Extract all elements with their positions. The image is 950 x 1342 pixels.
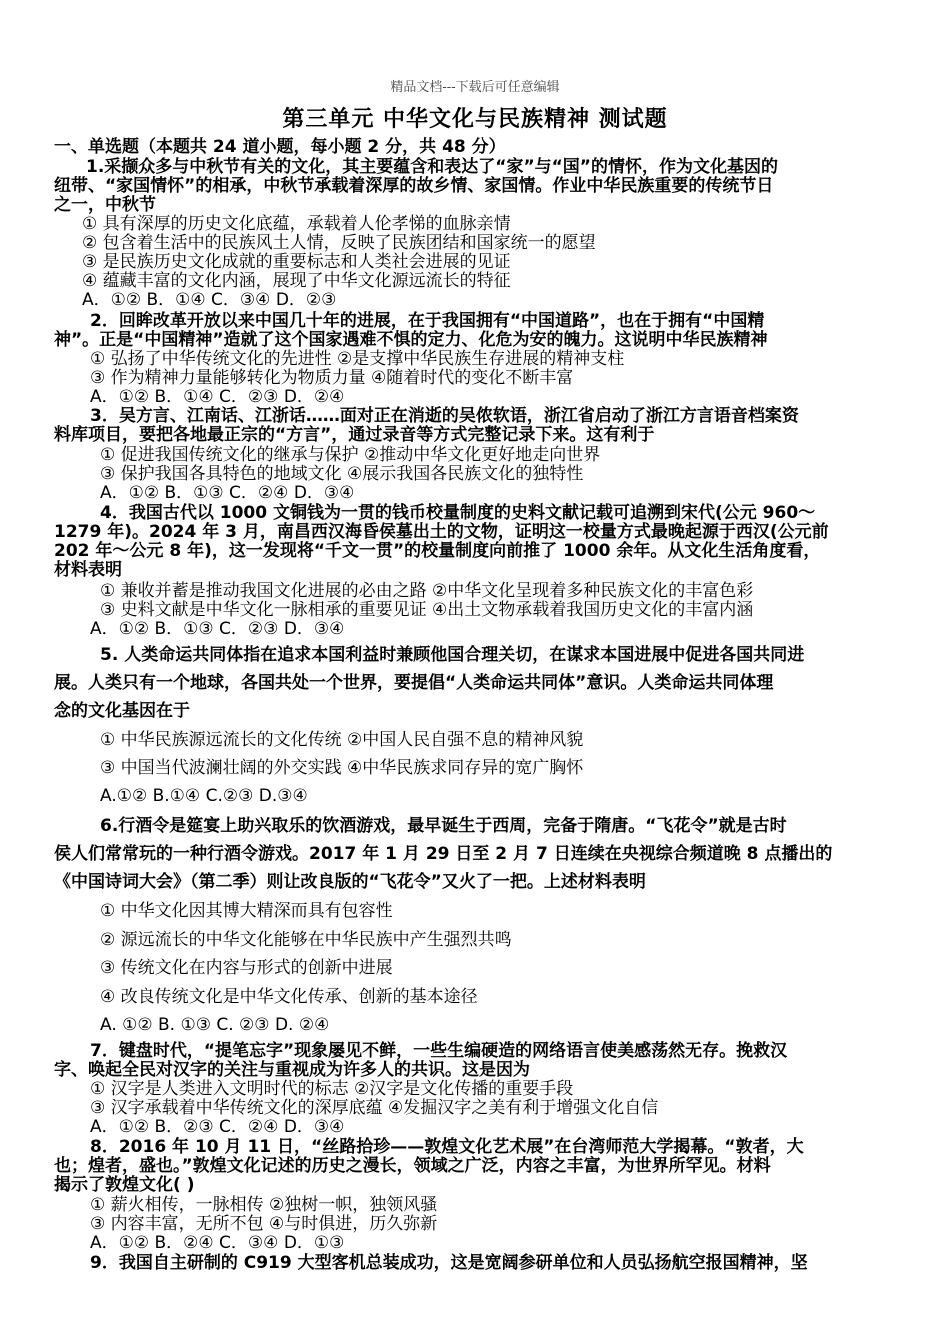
option-line: ① 汉字是人类进入文明时代的标志 ②汉字是文化传播的重要手段: [90, 1079, 574, 1099]
text-line: 7．键盘时代，“提笔忘字”现象屡见不鲜，一些生编硬造的网络语言使美感荡然无存。挽救汉: [90, 1041, 788, 1061]
text-line: 揭示了敦煌文化( ): [54, 1175, 195, 1195]
option-line: ③ 史料文献是中华文化一脉相承的重要见证 ④出土文物承载着我国历史文化的丰富内涵: [100, 600, 754, 620]
text-line: 神”。正是“中国精神”造就了这个国家遇难不惧的定力、化危为安的魄力。这说明中华民族精神: [54, 330, 768, 350]
text-line: 念的文化基因在于: [54, 701, 190, 721]
option-line: ① 弘扬了中华传统文化的先进性 ②是支撑中华民族生存进展的精神支柱: [90, 349, 625, 369]
answer-choices: A．①② B．①③ C．②④ D．③④: [100, 483, 355, 503]
option-line: ① 促进我国传统文化的继承与保护 ②推动中华文化更好地走向世界: [100, 445, 601, 465]
answer-choices: A．①② B．②④ C．③④ D．①③: [90, 1233, 345, 1253]
section-heading: 一、单选题（本题共 24 道小题，每小题 2 分，共 48 分）: [54, 137, 506, 157]
text-line: 1.采撷众多与中秋节有关的文化，其主要蕴含和表达了“家”与“国”的情怀，作为文化基因的: [86, 157, 778, 177]
text-line: 也；煌者，盛也。”敦煌文化记述的历史之漫长，领域之广泛，内容之丰富，为世界所罕见。材料: [54, 1156, 771, 1176]
option-line: ③ 传统文化在内容与形式的创新中进展: [100, 958, 393, 978]
page-title: 第三单元 中华文化与民族精神 测试题: [282, 107, 668, 132]
option-line: ③ 是民族历史文化成就的重要标志和人类社会进展的见证: [82, 252, 511, 272]
text-line: 1279 年)。2024 年 3 月，南昌西汉海昏侯墓出土的文物，证明这一校量方式最晚起源于西汉(公元前: [54, 522, 829, 542]
option-line: ① 兼收并蓄是推动我国文化进展的必由之路 ②中华文化呈现着多种民族文化的丰富色彩: [100, 581, 754, 601]
text-line: 4．我国古代以 1000 文铜钱为一贯的钱币校量制度的史料文献记载可追溯到宋代(公元 960～: [100, 503, 816, 523]
text-line: 纽带、“家国情怀”的相承，中秋节承载着深厚的故乡情、家国情。作业中华民族重要的传统节日: [54, 176, 774, 196]
answer-choices: A．①② B．①④ C．③④ D．②③: [82, 290, 337, 310]
text-line: 《中国诗词大会》（第二季）则让改良版的“飞花令”又火了一把。上述材料表明: [54, 872, 646, 892]
option-line: ③ 中国当代波澜壮阔的外交实践 ④中华民族求同存异的宽广胸怀: [100, 758, 584, 778]
option-line: ④ 蕴藏丰富的文化内涵，展现了中华文化源远流长的特征: [82, 271, 511, 291]
option-line: ② 包含着生活中的民族风土人情，反映了民族团结和国家统一的愿望: [82, 233, 596, 253]
text-line: 202 年～公元 8 年)，这一发现将“千文一贯”的校量制度向前推了 1000 余年。从文化生活角度看，: [54, 541, 821, 561]
answer-choices: A．①② B．①④ C．②③ D．②④: [90, 387, 345, 407]
answer-choices: A.①② B.①④ C.②③ D.③④: [100, 786, 308, 806]
text-line: 材料表明: [54, 560, 122, 580]
option-line: ③ 汉字承载着中华传统文化的深厚底蕴 ④发掘汉字之美有利于增强文化自信: [90, 1098, 659, 1118]
text-line: 侯人们常常玩的一种行酒令游戏。2017 年 1 月 29 日至 2 月 7 日连续在央视综合频道晚 8 点播出的: [54, 844, 833, 864]
text-line: 展。人类只有一个地球，各国共处一个世界，要提倡“人类命运共同体”意识。人类命运共同体理: [54, 673, 774, 693]
answer-choices: A．①② B．②③ C．②④ D．③④: [90, 1117, 345, 1137]
answer-choices: A．①② B．①③ C．②③ D．③④: [90, 619, 345, 639]
text-line: 8．2016 年 10 月 11 日，“丝路拾珍——敦煌文化艺术展”在台湾师范大学揭幕。“敦者，大: [90, 1137, 804, 1157]
text-line: 字、唤起全民对汉字的关注与重视成为许多人的共识。这是因为: [54, 1060, 530, 1080]
option-line: ② 源远流长的中华文化能够在中华民族中产生强烈共鸣: [100, 930, 512, 950]
text-line: 5. 人类命运共同体指在追求本国利益时兼顾他国合理关切，在谋求本国进展中促进各国共同进: [100, 645, 805, 665]
option-line: ③ 内容丰富，无所不包 ④与时俱进，历久弥新: [90, 1214, 438, 1234]
text-line: 3．吴方言、江南话、江浙话……面对正在消逝的吴侬软语，浙江省启动了浙江方言语音档案资: [90, 406, 799, 426]
text-line: 之一，中秋节: [54, 195, 156, 215]
option-line: ④ 改良传统文化是中华文化传承、创新的基本途径: [100, 987, 478, 1007]
option-line: ③ 作为精神力量能够转化为物质力量 ④随着时代的变化不断丰富: [90, 368, 574, 388]
answer-choices: A. ①② B. ①③ C. ②③ D. ②④: [100, 1015, 330, 1035]
text-line: 6.行酒令是筵宴上助兴取乐的饮酒游戏，最早诞生于西周，完备于隋唐。“飞花令”就是古时: [100, 816, 787, 836]
text-line: 2．回眸改革开放以来中国几十年的进展，在于我国拥有“中国道路”，也在于拥有“中国精: [90, 311, 765, 331]
option-line: ① 薪火相传，一脉相传 ②独树一帜，独领风骚: [90, 1195, 438, 1215]
option-line: ① 具有深厚的历史文化底蕴，承载着人伦孝悌的血脉亲情: [82, 214, 511, 234]
text-line: 9．我国自主研制的 C919 大型客机总装成功，这是宽阔参研单位和人员弘扬航空报国精神，坚: [90, 1253, 808, 1273]
watermark-text: 精品文档---下载后可任意编辑: [390, 80, 560, 95]
option-line: ③ 保护我国各具特色的地域文化 ④展示我国各民族文化的独特性: [100, 464, 584, 484]
text-line: 料库项目，要把各地最正宗的“方言”，通过录音等方式完整记录下来。这有利于: [54, 425, 655, 445]
option-line: ① 中华民族源远流长的文化传统 ②中国人民自强不息的精神风貌: [100, 730, 584, 750]
option-line: ① 中华文化因其博大精深而具有包容性: [100, 901, 393, 921]
